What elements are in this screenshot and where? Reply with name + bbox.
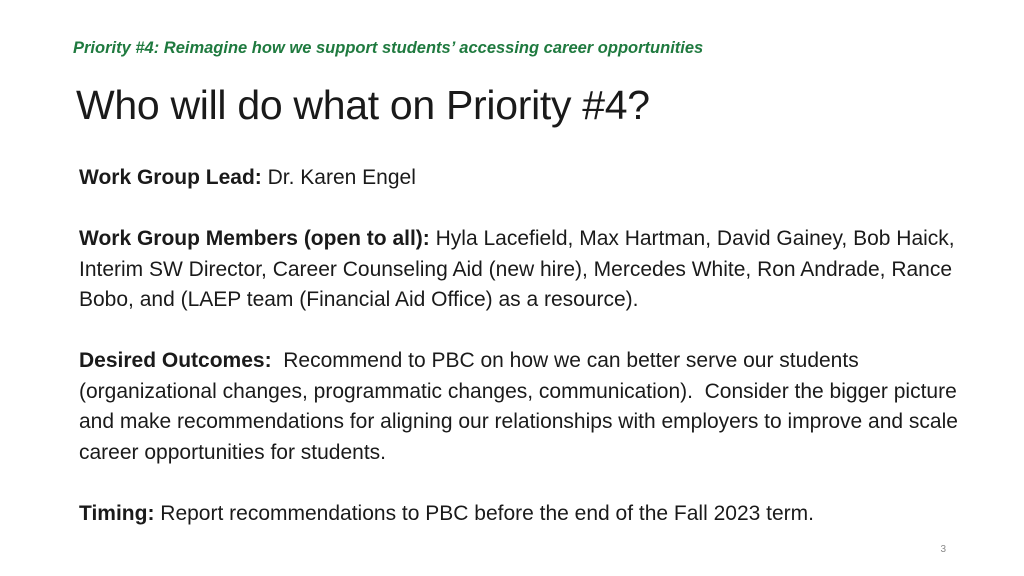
work-group-members-label: Work Group Members (open to all): <box>79 227 430 250</box>
priority-header: Priority #4: Reimagine how we support students’ accessing career opportunities <box>73 39 704 57</box>
work-group-members-text: Hyla Lacefield, Max Hartman, David Gainey, Bob Haick, Interim SW Director, Career Counseling Aid (new hire), Mercedes White, Ron Andrade, Rance Bobo, and (LAEP team (Financial Aid Office) as a resource). <box>79 227 955 311</box>
desired-outcomes-label: Desired Outcomes: <box>79 349 272 372</box>
work-group-lead-label: Work Group Lead: <box>79 166 262 189</box>
slide-content <box>79 163 969 529</box>
work-group-lead-text: Dr. Karen Engel <box>261 166 416 189</box>
desired-outcomes-text: Recommend to PBC on how we can better serve our students (organizational changes, programmatic changes, communication). Consider the bigger picture and make recommendations for aligning our relationships with employers to improve and scale career opportunities for students. <box>79 349 964 464</box>
timing-text: Report recommendations to PBC before the end of the Fall 2023 term. <box>154 501 814 525</box>
timing-section <box>79 499 969 530</box>
slide-title: Who will do what on Priority #4? <box>76 82 650 128</box>
page-number: 3 <box>940 544 946 555</box>
work-group-lead-section <box>79 163 969 194</box>
timing-label: Timing: <box>79 501 155 525</box>
work-group-members-section <box>79 224 969 316</box>
desired-outcomes-section <box>79 346 969 468</box>
